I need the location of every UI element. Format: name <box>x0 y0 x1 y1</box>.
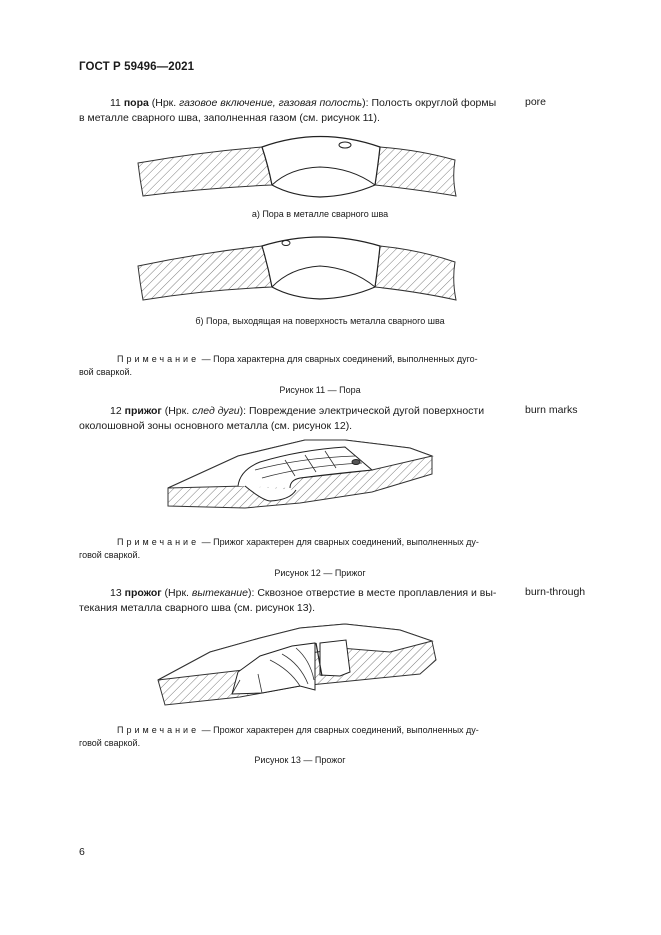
term-nrk: вытекание <box>191 587 248 599</box>
term-definition-start: Сквозное отверстие в месте проплавления и вы- <box>257 587 497 599</box>
note-text-end: вой сваркой. <box>79 367 132 377</box>
term-word: пора <box>123 97 149 109</box>
figure-11-note <box>79 353 516 379</box>
note-text-start: Прожог характерен для сварных соединений, выполненных ду- <box>213 725 479 735</box>
term-english: pore <box>525 96 547 108</box>
figure-13-note <box>79 724 516 750</box>
note-dash: — <box>201 354 211 364</box>
term-definition-start: Повреждение электрической дугой поверхности <box>249 405 485 417</box>
term-word: прижог <box>124 405 162 417</box>
term-number: 11 <box>110 97 121 109</box>
figure-11b-caption: б) Пора, выходящая на поверхность металла сварного шва <box>195 316 445 326</box>
term-number: 13 <box>110 587 122 599</box>
note-text-start: Пора характерна для сварных соединений, выполненных дуго- <box>213 354 478 364</box>
term-definition-end: околошовной зоны основного металла (см. рисунок 12). <box>79 420 353 432</box>
term-nrk: след дуги <box>192 405 240 417</box>
note-dash: — <box>201 725 211 735</box>
figure-11-title: Рисунок 11 — Пора <box>279 385 361 395</box>
term-suffix: ): <box>247 587 255 599</box>
term-prefix: (Нрк. <box>164 405 190 417</box>
term-definition-start: Полость округлой формы <box>371 97 497 109</box>
term-13 <box>79 586 516 616</box>
page-number: 6 <box>79 846 85 858</box>
term-suffix: ): <box>239 405 247 417</box>
term-12 <box>79 404 516 434</box>
note-text-end: говой сваркой. <box>79 550 141 560</box>
figure-11a-caption: а) Пора в металле сварного шва <box>251 209 389 219</box>
term-nrk: газовое включение, газовая полость <box>179 97 363 109</box>
document-header: ГОСТ Р 59496—2021 <box>79 61 195 73</box>
term-definition-end: текания металла сварного шва (см. рисунок 13). <box>79 602 315 614</box>
note-label: Примечание <box>117 354 200 364</box>
figure-12-note <box>79 536 516 562</box>
term-prefix: (Нрк. <box>164 587 189 599</box>
term-suffix: ): <box>362 97 369 109</box>
term-word: прожог <box>124 587 162 599</box>
term-english: burn-through <box>525 586 586 598</box>
note-text-end: говой сваркой. <box>79 738 141 748</box>
term-english: burn marks <box>525 404 578 416</box>
note-dash: — <box>201 537 211 547</box>
note-text-start: Прижог характерен для сварных соединений, выполненных ду- <box>213 537 479 547</box>
term-definition-end: в металле сварного шва, заполненная газом (см. рисунок 11). <box>79 112 380 124</box>
note-label: Примечание <box>117 725 200 735</box>
term-number: 12 <box>110 405 122 417</box>
term-prefix: (Нрк. <box>151 97 177 109</box>
note-label: Примечание <box>117 537 200 547</box>
figure-13-title: Рисунок 13 — Прожог <box>254 755 346 765</box>
figure-12-title: Рисунок 12 — Прижог <box>274 568 366 578</box>
